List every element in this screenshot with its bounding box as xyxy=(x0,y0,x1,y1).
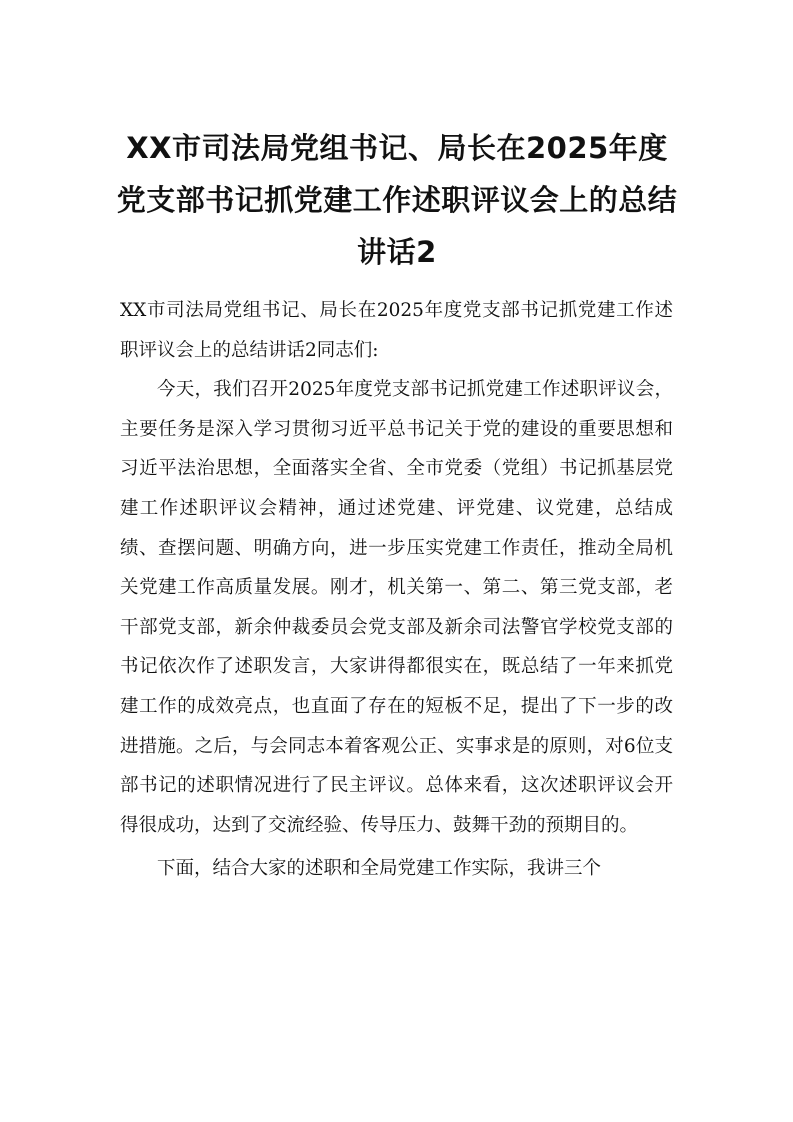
body-paragraph: 下面，结合大家的述职和全局党建工作实际，我讲三个 xyxy=(157,858,602,880)
document-body xyxy=(120,291,673,889)
opening-line: XX市司法局党组书记、局长在2025年度党支部书记抓党建工作述职评议会上的总结讲话2同志们: xyxy=(120,300,673,361)
body-paragraph: 今天，我们召开2025年度党支部书记抓党建工作述职评议会，主要任务是深入学习贯彻习近平总书记关于党的建设的重要思想和习近平法治思想，全面落实全省、全市党委（党组）书记抓基层党建工作述职评议会精神，通过述党建、评党建、议党建，总结成绩、查摆问题、明确方向，进一步压实党建工作责任，推动全局机关党建工作高质量发展。刚才，机关第一、第二、第三党支部，老干部党支部，新余仲裁委员会党支部及新余司法警官学校党支部的书记依次作了述职发言，大家讲得都很实在，既总结了一年来抓党建工作的成效亮点，也直面了存在的短板不足，提出了下一步的改进措施。之后，与会同志本着客观公正、实事求是的原则，对6位支部书记的述职情况进行了民主评议。总体来看，这次述职评议会开得很成功，达到了交流经验、传导压力、鼓舞干劲的预期目的。 xyxy=(120,379,673,836)
document-title: XX市司法局党组书记、局长在2025年度党支部书记抓党建工作述职评议会上的总结讲话2 xyxy=(116,131,678,269)
